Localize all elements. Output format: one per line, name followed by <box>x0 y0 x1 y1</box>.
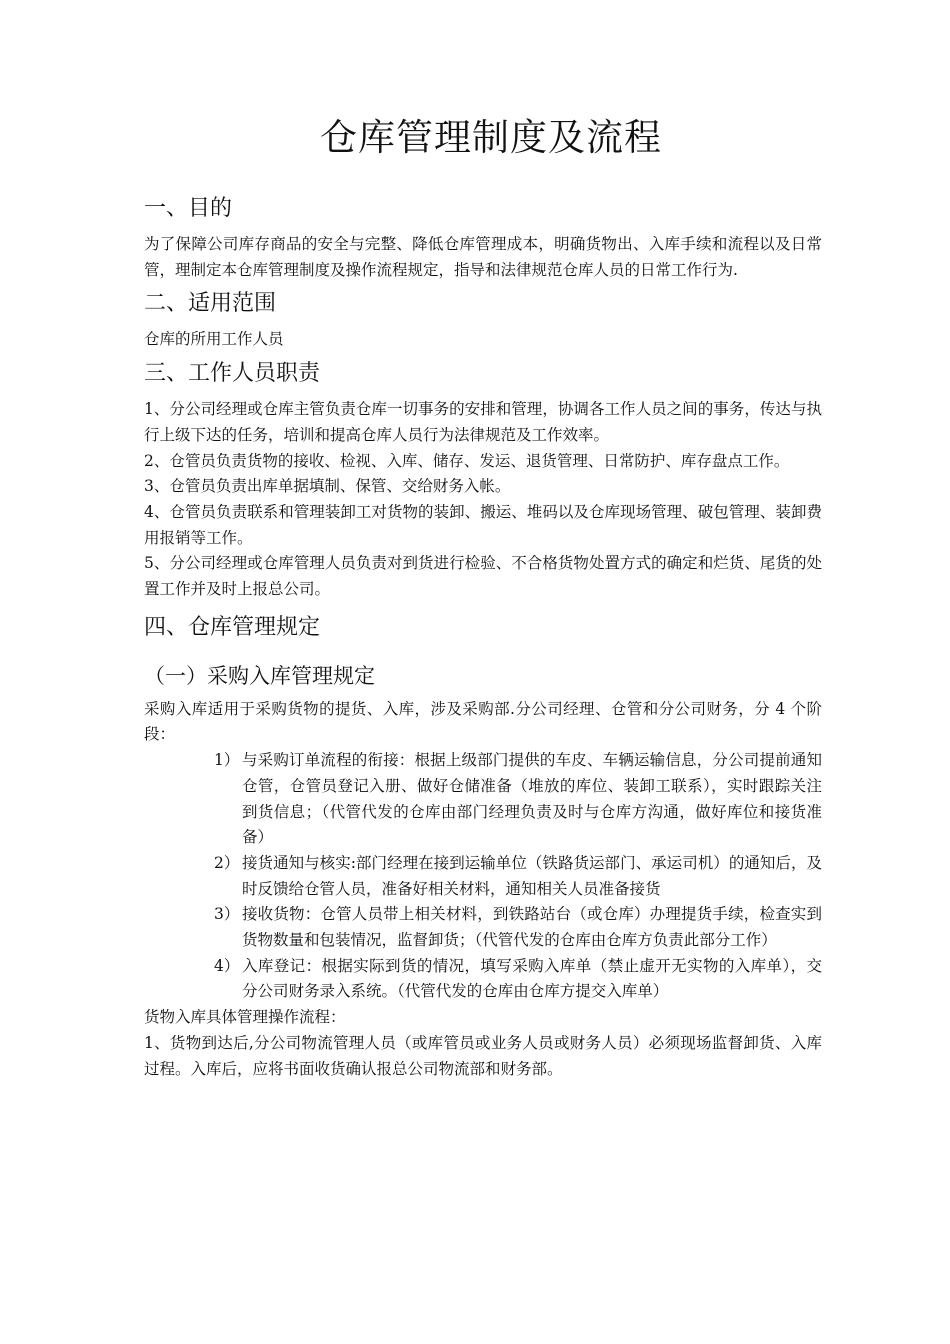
step-number: 2） <box>214 853 240 872</box>
purchase-step <box>214 902 822 953</box>
section-purpose <box>144 194 822 283</box>
scope-text: 仓库的所用工作人员 <box>144 330 284 349</box>
duty-item: 4、仓管员负责联系和管理装卸工对货物的装卸、搬运、堆码以及仓库现场管理、破包管理、装卸费用报销等工作。 <box>144 502 822 547</box>
section-heading-rules: 四、仓库管理规定 <box>144 614 321 640</box>
purchase-intro: 采购入库适用于采购货物的提货、入库，涉及采购部.分公司经理、仓管和分公司财务，分 4 个阶段： <box>144 699 822 744</box>
purchase-step <box>214 954 822 1005</box>
section-scope <box>144 289 822 353</box>
purchase-step <box>214 748 822 851</box>
step-text: 接货通知与核实:部门经理在接到运输单位（铁路货运部门、承运司机）的通知后，及时反馈给仓管人员，准备好相关材料，通知相关人员准备接货 <box>242 853 822 898</box>
flow-item: 1、货物到达后,分公司物流管理人员（或库管员或业务人员或财务人员）必须现场监督卸货、入库过程。入库后，应将书面收货确认报总公司物流部和财务部。 <box>144 1033 822 1078</box>
flow-heading: 货物入库具体管理操作流程： <box>144 1008 346 1027</box>
section-heading-purpose: 一、目的 <box>144 196 233 221</box>
section-heading-scope: 二、适用范围 <box>144 291 277 317</box>
duty-item: 5、分公司经理或仓库管理人员负责对到货进行检验、不合格货物处置方式的确定和烂货、尾货的处置工作并及时上报总公司。 <box>144 554 822 599</box>
purchase-step <box>214 851 822 902</box>
step-number: 1） <box>214 751 240 770</box>
step-number: 4） <box>214 956 240 975</box>
section-rules <box>144 613 822 1083</box>
duty-item: 3、仓管员负责出库单据填制、保管、交给财务入帐。 <box>144 477 511 496</box>
section-duties <box>144 359 822 603</box>
duty-item: 2、仓管员负责货物的接收、检视、入库、储存、发运、退货管理、日常防护、库存盘点工作。 <box>144 451 790 470</box>
section-heading-duties: 三、工作人员职责 <box>144 361 321 387</box>
step-text: 入库登记：根据实际到货的情况，填写采购入库单（禁止虚开无实物的入库单），交分公司财务录入系统。（代管代发的仓库由仓库方提交入库单） <box>242 956 822 1001</box>
purchase-steps <box>214 748 822 1005</box>
duty-item: 1、分公司经理或仓库主管负责仓库一切事务的安排和管理，协调各工作人员之间的事务，传达与执行上级下达的任务，培训和提高仓库人员行为法律规范及工作效率。 <box>144 400 822 444</box>
duties-list <box>144 397 822 603</box>
purpose-text: 为了保障公司库存商品的安全与完整、降低仓库管理成本，明确货物出、入库手续和流程以及日常管，理制定本仓库管理制度及操作流程规定，指导和法律规范仓库人员的日常工作行为. <box>144 235 822 279</box>
step-text: 与采购订单流程的衔接：根据上级部门提供的车皮、车辆运输信息，分公司提前通知仓管，仓管员登记入册、做好仓储准备（堆放的库位、装卸工联系），实时跟踪关注到货信息；（代管代发的仓库由部门经理负责及时与仓库方沟通，做好库位和接货准备） <box>242 751 822 847</box>
document-title: 仓库管理制度及流程 <box>320 116 662 159</box>
step-number: 3） <box>214 905 240 924</box>
subsection-heading-purchase: （一）采购入库管理规定 <box>144 663 375 688</box>
step-text: 接收货物：仓管人员带上相关材料，到铁路站台（或仓库）办理提货手续，检查实到货物数量和包装情况，监督卸货；（代管代发的仓库由仓库方负责此部分工作） <box>242 905 822 950</box>
